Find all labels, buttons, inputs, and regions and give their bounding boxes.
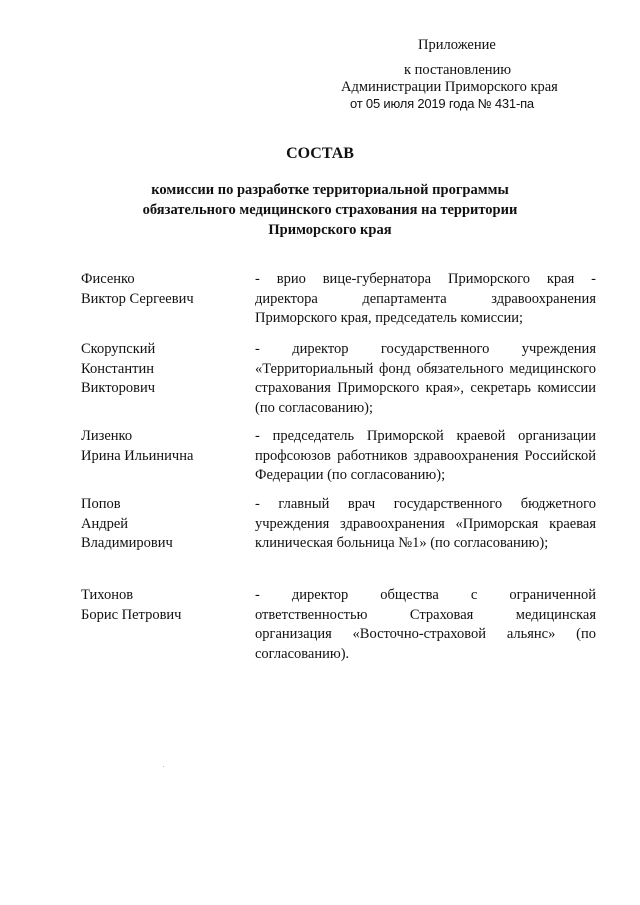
member-description: - председатель Приморской краевой организации профсоюзов работников здравоохранения Российской Федерации (по согласованию);	[255, 428, 596, 483]
document-title: СОСТАВ	[286, 145, 354, 162]
member-name	[81, 495, 241, 554]
member-name-line: Владимирович	[81, 535, 173, 551]
member-name	[81, 586, 241, 625]
member-description: - главный врач государственного бюджетного учреждения здравоохранения «Приморская краевая клиническая больница №1» (по согласованию);	[255, 496, 596, 551]
annex-line-administration: Администрации Приморского края	[341, 79, 558, 95]
member-name	[81, 340, 241, 399]
document-subtitle: комиссии по разработке территориальной программы обязательного медицинского страхования на территории Приморского края	[142, 182, 518, 238]
member-name-line: Попов	[81, 496, 121, 512]
annex-title: Приложение	[418, 37, 496, 53]
annex-date-number: от 05 июля 2019 года № 431-па	[350, 96, 534, 111]
member-description: - врио вице-губернатора Приморского края - директора департамента здравоохранения Приморского края, председатель комиссии;	[255, 271, 596, 326]
member-description: - директор государственного учреждения «Территориальный фонд обязательного медицинского страхования Приморского края», секретарь комиссии (по согласованию);	[255, 341, 596, 416]
member-name-line: Тихонов	[81, 587, 134, 603]
member-name	[81, 427, 241, 466]
member-name-line: Ирина Ильинична	[81, 447, 194, 464]
member-name-line: Виктор Сергеевич	[81, 290, 194, 307]
member-name-line: Викторович	[81, 380, 156, 396]
member-name-line: Скорупский	[81, 341, 156, 357]
member-name-line: Андрей	[81, 515, 129, 532]
annex-line-resolution: к постановлению	[404, 62, 512, 78]
member-name	[81, 270, 241, 309]
member-name-line: Константин	[81, 360, 154, 377]
scan-speck	[163, 766, 164, 767]
member-name-line: Фисенко	[81, 271, 135, 287]
member-description: - директор общества с ограниченной ответственностью Страховая медицинская организация «Восточно-страховой альянс» (по согласованию).	[255, 587, 596, 662]
member-name-line: Лизенко	[81, 428, 133, 444]
member-name-line: Борис Петрович	[81, 606, 182, 623]
